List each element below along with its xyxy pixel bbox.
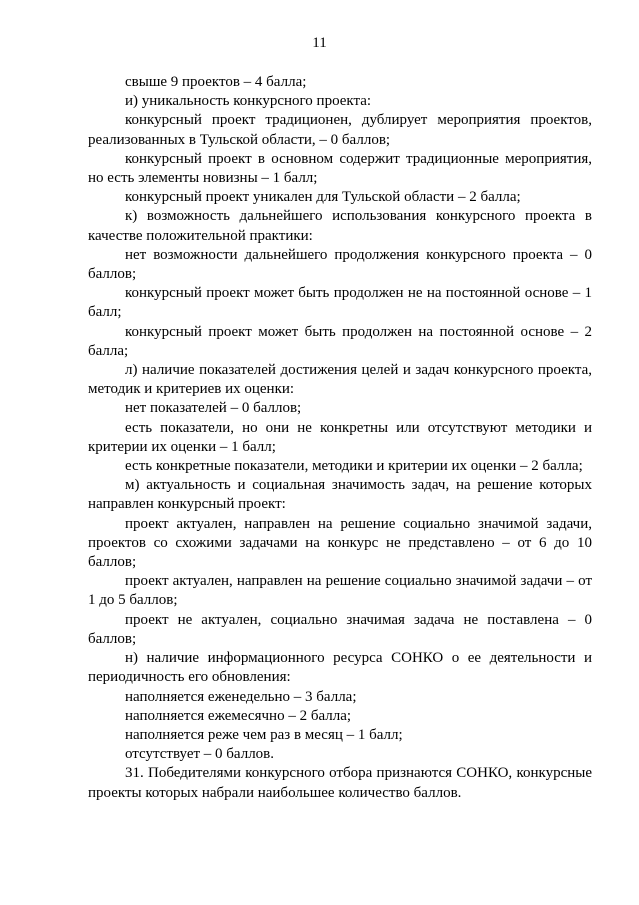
paragraph: 31. Победителями конкурсного отбора признаются СОНКО, конкурсные проекты которых набрали наибольшее количество баллов. — [88, 765, 592, 801]
paragraph: наполняется ежемесячно – 2 балла; — [125, 707, 352, 724]
paragraph: проект актуален, направлен на решение социально значимой задачи – от 1 до 5 баллов; — [88, 573, 592, 609]
paragraph: есть показатели, но они не конкретны или отсутствуют методики и критерии их оценки – 1 балл; — [88, 419, 592, 455]
paragraph: к) возможность дальнейшего использования конкурсного проекта в качестве положительной практики: — [88, 208, 592, 244]
paragraph: наполняется еженедельно – 3 балла; — [125, 688, 357, 705]
paragraph: и) уникальность конкурсного проекта: — [125, 93, 372, 110]
paragraph: конкурсный проект может быть продолжен на постоянной основе – 2 балла; — [88, 323, 592, 359]
paragraph: л) наличие показателей достижения целей и задач конкурсного проекта, методик и критериев их оценки: — [88, 362, 592, 398]
paragraph: нет показателей – 0 баллов; — [125, 400, 302, 417]
paragraph: проект не актуален, социально значимая задача не поставлена – 0 баллов; — [88, 611, 592, 647]
paragraph: наполняется реже чем раз в месяц – 1 балл; — [125, 726, 403, 743]
page-number: 11 — [312, 35, 327, 51]
paragraph: проект актуален, направлен на решение социально значимой задачи, проектов со схожими задачами на конкурс не представлено – от 6 до 10 баллов; — [88, 515, 592, 571]
paragraph: конкурсный проект в основном содержит традиционные мероприятия, но есть элементы новизны – 1 балл; — [88, 150, 592, 187]
paragraph: конкурсный проект традиционен, дублирует мероприятия проектов, реализованных в Тульской области, – 0 баллов; — [88, 112, 592, 148]
paragraph: н) наличие информационного ресурса СОНКО о ее деятельности и периодичность его обновления: — [88, 650, 592, 686]
paragraph: есть конкретные показатели, методики и критерии их оценки – 2 балла; — [125, 458, 583, 475]
paragraph: свыше 9 проектов – 4 балла; — [125, 74, 307, 90]
paragraph: м) актуальность и социальная значимость задач, на решение которых направлен конкурсный проект: — [88, 477, 592, 513]
paragraph: конкурсный проект может быть продолжен не на постоянной основе – 1 балл; — [88, 285, 592, 321]
paragraph: нет возможности дальнейшего продолжения конкурсного проекта – 0 баллов; — [88, 246, 592, 283]
paragraph: отсутствует – 0 баллов. — [125, 746, 275, 763]
document-body — [88, 73, 592, 803]
paragraph: конкурсный проект уникален для Тульской области – 2 балла; — [125, 189, 521, 206]
